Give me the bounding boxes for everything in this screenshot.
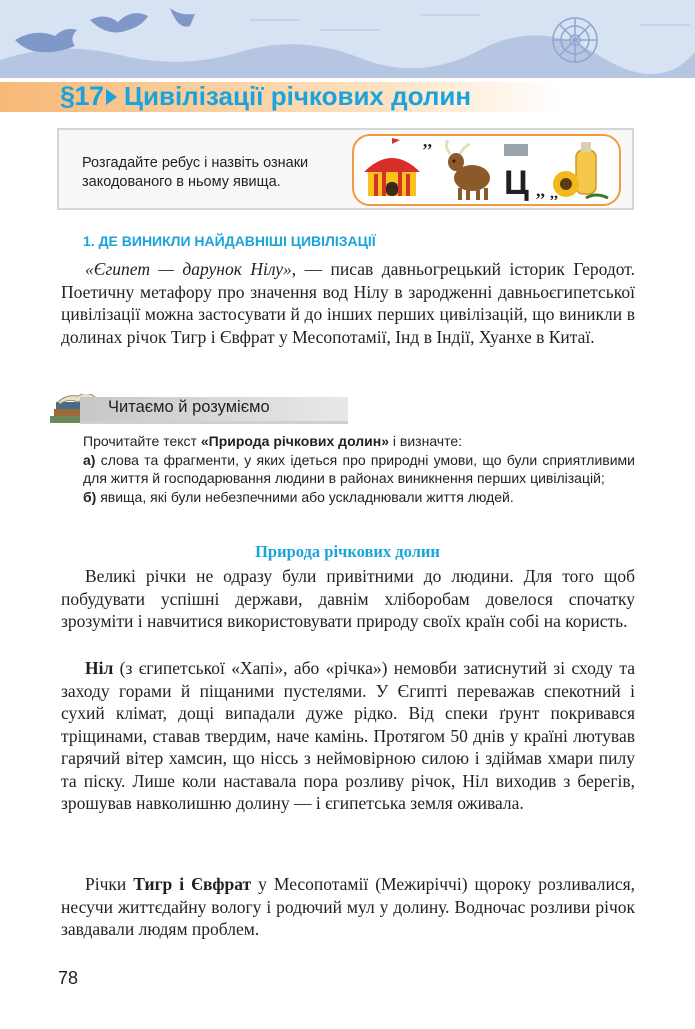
article-paragraph-nile [61,657,635,815]
section-title-row [0,80,695,114]
intro-paragraph-text: , — писав давньогрецький історик Геродот. Поетичну метафору про значення вод Нілу в зародженні давньоєгипетської цивілізації можна застосувати й до інших перших цивілізацій, що виникли в долинах річок Тигр і Євфрат у Месопотамії, Інд в Індії, Хуанхе в Китаї. [61,259,636,347]
task-text-name: «Природа річкових долин» [200,433,390,449]
article-title: Природа річкових долин [255,542,440,561]
task-item-b-text: явища, які були небезпечними або ускладнювали життя людей. [96,488,514,505]
task-intro-end: і визначте: [389,433,463,449]
section-arrow-icon [106,89,117,105]
reading-task [83,432,635,506]
nile-term: Ніл [85,658,114,678]
goat-icon [446,140,490,200]
rebus-frame [352,134,621,206]
rebus-comma-2: ,, [536,180,545,200]
task-item-a-label: а) [83,451,96,468]
task-item-b-label: б) [83,488,97,505]
tigris-start: Річки [85,874,134,894]
decorative-banner [0,0,695,78]
reading-block-header [0,394,695,428]
section-title: Цивілізації річкових долин [124,81,472,111]
herodotus-quote: «Єгипет — дарунок Нілу» [85,259,292,279]
tigris-euphrates-term: Тигр і Євфрат [133,874,252,894]
tigris-text: у Месопотамії (Межиріччі) щороку розливалися, несучи життєдайну вологу і родючий мул у долину. Водночас розливи річок завдавали людям проблем. [61,874,636,939]
banner-ornament-icon [0,0,695,78]
task-item-a-text: слова та фрагменти, у яких ідеться про природні умови, що були сприятливими для життя й господарювання людини в районах виникнення перших цивілізацій; [83,451,635,486]
sunflower-oil-icon [553,142,608,198]
tent-icon [364,138,420,196]
article-paragraph-1: Великі річки не одразу були привітними до людини. Для того щоб побудувати успішні держави, давнім хліборобам довелося спочатку зрозуміти і навчитися використовувати природу своїх країн собі на користь. [61,566,635,631]
rebus-letter: Ц [504,164,529,202]
intro-paragraph [61,258,635,348]
page-number: 78 [58,968,79,988]
reading-title: Читаємо й розуміємо [108,398,270,416]
article-paragraph-tigris-euphrates [61,873,635,941]
task-intro: Прочитайте текст [83,433,201,449]
riddle-instruction: Розгадайте ребус і назвіть ознаки закодованого в ньому явища. [82,155,309,190]
heading-where-civilizations-arose: 1. ДЕ ВИНИКЛИ НАЙДАВНІШІ ЦИВІЛІЗАЦІЇ [83,233,376,249]
nile-text: (з єгипетської «Хапі», або «річка») немовби затиснутий зі сходу та заходу горами й піщаними пустелями. У Єгипті переважав спекотний і сухий клімат, дощі випадали дуже рідко. Від спеки ґрунт покривався тріщинами, ставав твердим, наче камінь. Протягом 50 днів у країні лютував гарячий вітер хамсин, що ніссь з неймовірною силою і здіймав хмари пилу та піску. Лише коли наставала пора розливу річок, Ніл виходив з берегів, зрошував навколишню долину — і єгипетська земля оживала. [61,658,635,813]
section-number: §17 [60,81,104,111]
rebus-comma-3: ,, [550,185,558,202]
rebus-comma-1: ’’ [422,140,433,160]
letter-ts-icon [504,144,529,202]
riddle-box [57,128,634,210]
